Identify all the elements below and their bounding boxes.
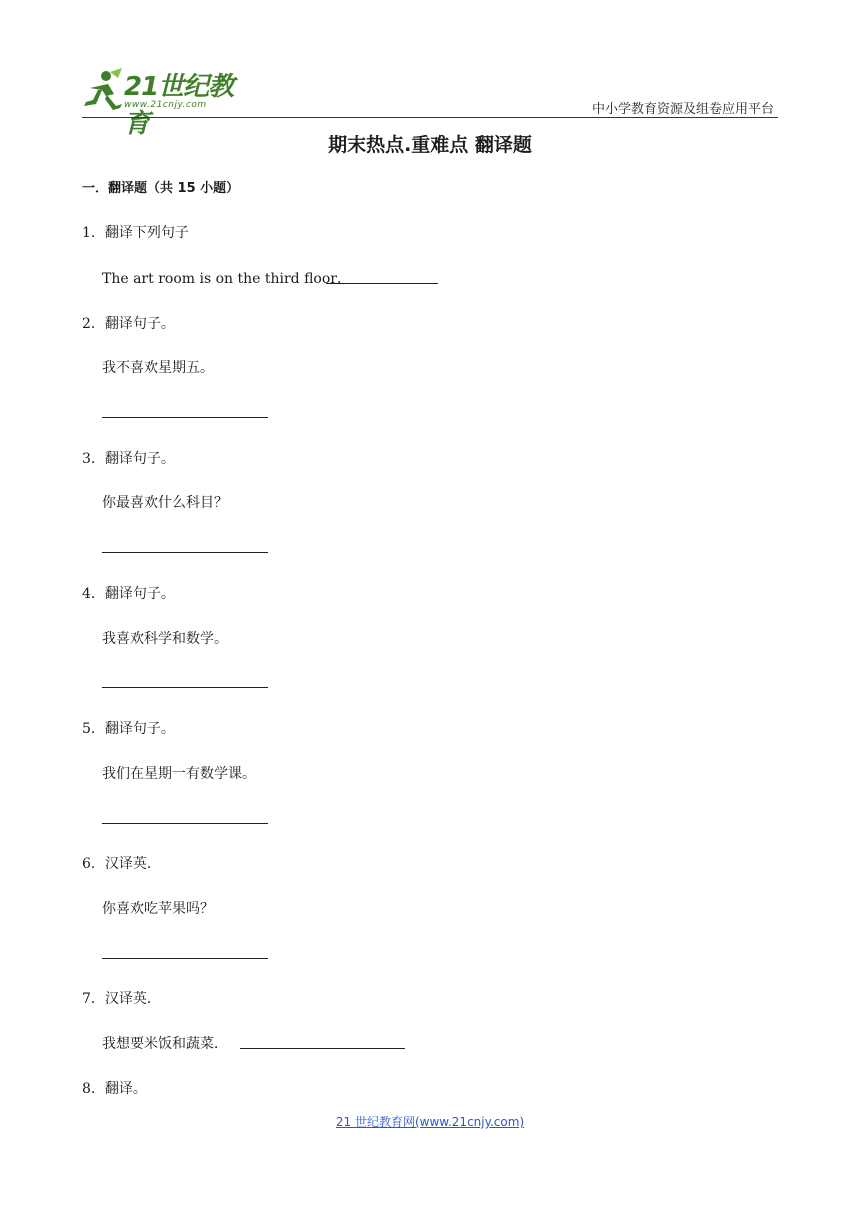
question-6-label: 6．汉译英． <box>82 856 161 872</box>
question-2-prompt: 我不喜欢星期五。 <box>102 360 214 376</box>
question-3-prompt: 你最喜欢什么科目？ <box>102 495 228 511</box>
logo <box>80 68 255 139</box>
question-3-label: 3．翻译句子。 <box>82 451 175 467</box>
runner-logo-icon <box>80 68 124 114</box>
section-heading: 一．翻译题（共 15 小题） <box>82 181 240 196</box>
question-1-prompt: The art room is on the third floor． <box>102 271 351 287</box>
question-5-label: 5．翻译句子。 <box>82 721 175 737</box>
header-divider <box>82 117 778 118</box>
question-7-label: 7．汉译英． <box>82 991 161 1007</box>
platform-label: 中小学教育资源及组卷应用平台 <box>591 102 774 117</box>
logo-url: www.21cnjy.com <box>124 100 207 110</box>
question-2-label: 2．翻译句子。 <box>82 316 175 332</box>
question-4-label: 4．翻译句子。 <box>82 586 175 602</box>
question-1-label: 1．翻译下列句子 <box>82 225 189 241</box>
logo-text: 21世纪教育 <box>124 72 234 139</box>
question-7-answer-blank[interactable] <box>240 1048 405 1049</box>
page-title: 期末热点.重难点 翻译题 <box>328 134 532 156</box>
footer-link[interactable]: 21 世纪教育网(www.21cnjy.com) <box>335 1115 525 1129</box>
question-4-answer-blank[interactable] <box>102 687 268 688</box>
question-5-answer-blank[interactable] <box>102 823 268 824</box>
question-1-answer-blank[interactable] <box>326 283 438 284</box>
question-6-answer-blank[interactable] <box>102 958 268 959</box>
question-7-prompt: 我想要米饭和蔬菜． <box>102 1036 228 1052</box>
question-3-answer-blank[interactable] <box>102 552 268 553</box>
question-4-prompt: 我喜欢科学和数学。 <box>102 631 228 647</box>
question-5-prompt: 我们在星期一有数学课。 <box>102 766 256 782</box>
question-8-label: 8．翻译。 <box>82 1081 147 1097</box>
question-6-prompt: 你喜欢吃苹果吗？ <box>102 901 214 917</box>
question-2-answer-blank[interactable] <box>102 417 268 418</box>
